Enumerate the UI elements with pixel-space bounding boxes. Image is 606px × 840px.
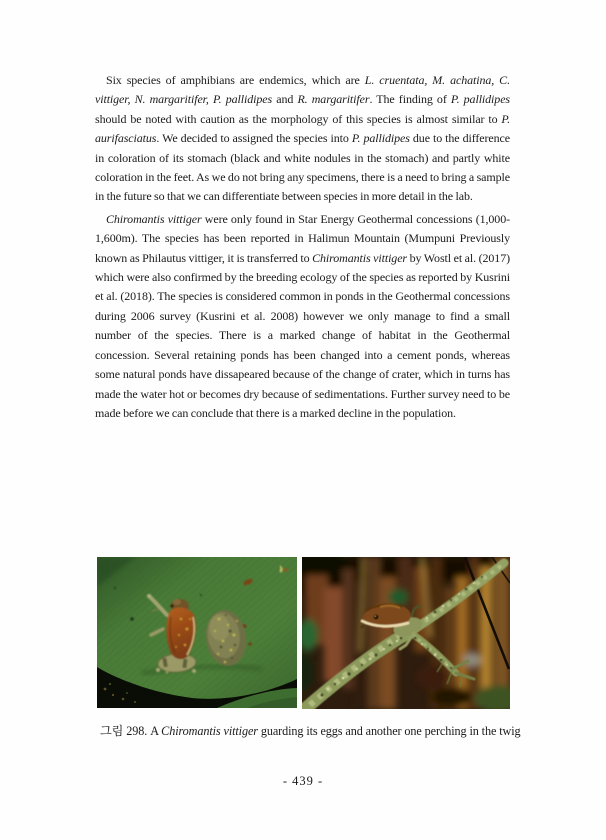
figure-caption-label: 그림 298. [100, 724, 148, 738]
page-number: - 439 - [282, 774, 324, 788]
figure-caption-text: A Chiromantis vittiger guarding its eggs and another one perching in the twig [150, 724, 521, 738]
paragraph-endemic-species: Six species of amphibians are endemics, which are L. cruentata, M. achatina, C. vittiger, N. margaritifer, P. pallidipes and R. margaritifer. The finding of P. pallidipes should be noted with caution as the morphology of this species is almost similar to P. aurifasciatus. We decided to assigned the species into P. pallidipes due to the difference in coloration of its stomach (black and white nodules in the stomach) and partly white coloration in the feet. As we do not bring any specimens, there is a need to bring a sample in the future so that we can differentiate between species in more detail in the lab. [95, 73, 511, 204]
body-text [95, 71, 510, 426]
figure-caption [100, 722, 578, 742]
photo-frog-guarding-eggs [97, 557, 297, 708]
figure-row [97, 557, 510, 709]
photo-frog-on-twig [302, 557, 510, 709]
paragraph-chiromantis-vittiger: Chiromantis vittiger were only found in Star Energy Geothermal concessions (1,000-1,600m). The species has been reported in Halimun Mountain (Mumpuni Previously known as Philautus vittiger, it is transferred to Chiromantis vittiger by Wostl et al. (2017) which were also confirmed by the breeding ecology of the species as reported by Kusrini et al. (2018). The species is considered common in ponds in the Geothermal concessions during 2006 survey (Kusrini et al. 2008) however we only manage to find a small number of the species. There is a marked change of habitat in the Geothermal concession. Several retaining ponds has been changed into a cement ponds, whereas some natural ponds have dissapeared because of the change of crater, which in turns has made the water hot or becomes dry because of sedimentations. Further survey need to be made before we can conclude that there is a marked decline in the population. [95, 211, 511, 420]
